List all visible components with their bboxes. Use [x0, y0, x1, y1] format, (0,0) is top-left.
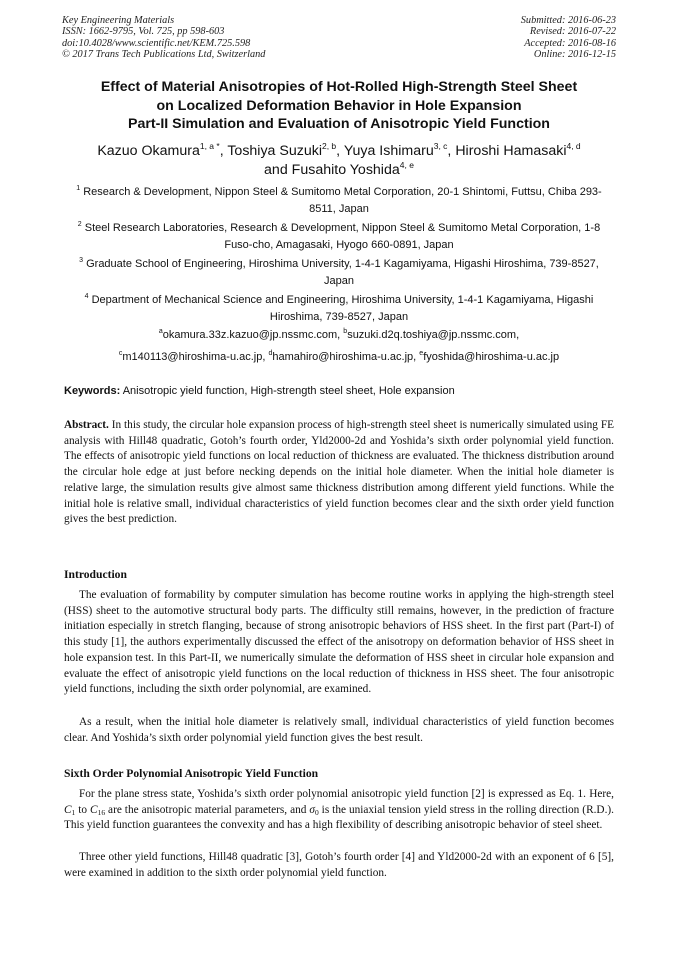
affiliation-text: Department of Mechanical Science and Engineering, Hiroshima University, 1-4-1 Kagamiyama, Higashi Hiroshima, 739-8527, Japan: [91, 294, 594, 323]
affiliation-number: 4: [84, 293, 89, 300]
journal-copyright: © 2017 Trans Tech Publications Ltd, Switzerland: [62, 49, 266, 61]
email-mark: c: [118, 350, 123, 357]
history-dates: [521, 15, 616, 61]
author-affil-mark: 4, e: [399, 160, 414, 170]
keywords-text: Anisotropic yield function, High-strength steel sheet, Hole expansion: [122, 385, 455, 397]
paragraph: The evaluation of formability by computer simulation has become routine works in applying the high-strength steel (HSS) sheet to the automotive structural body parts. The difficulty still remains, however, in the prediction of fracture initiation especially in stretch flanging, because of strong anisotropic behaviors of HSS sheet. In the first part (Part-I) of this study [1], the authors experimentally discussed the effect of the anisotropy on deformation behavior of HSS sheet in hole expansion test. In this Part-II, we numerically simulate the deformation of HSS sheet in circular hole expansion and evaluate the effect of anisotropic yield functions on the local reduction of thickness in HSS sheet. The four anisotropic yield functions, including the sixth order polynomial, are examined.: [64, 589, 614, 696]
author-and: and: [264, 162, 288, 178]
abstract-text: In this study, the circular hole expansion process of high-strength steel sheet is numerically simulated using FE analysis with Hill48 quadratic, Gotoh’s fourth order, Yld2000-2d and Yoshida’s sixth order polynomial yield function. The effects of anisotropic yield functions on local reduction of thickness are evaluated. The thickness distribution around the circular hole edge at just before necking depends on the initial hole diameter. When the initial hole diameter is relative large, the simulation results give almost same thickness distribution among different yield functions. While the initial hole is relative small, individual characteristics of yield function becomes clear and the sixth order yield function gives the best prediction.: [64, 419, 614, 526]
symbol-c: C: [64, 803, 72, 816]
journal-name: Key Engineering Materials: [62, 15, 175, 26]
title-line-3: Part-II Simulation and Evaluation of Anisotropic Yield Function: [128, 116, 550, 132]
abstract-label: Abstract.: [64, 419, 109, 431]
affiliation: [70, 184, 608, 217]
email-address[interactable]: m140113@hiroshima-u.ac.jp,: [122, 351, 266, 363]
title-line-2: on Localized Deformation Behavior in Hole Expansion: [156, 97, 522, 114]
author-name: Kazuo Okamura: [97, 143, 200, 159]
email-address[interactable]: fyoshida@hiroshima-u.ac.jp: [423, 351, 560, 363]
author-name: Toshiya Suzuki: [227, 143, 322, 159]
email-address[interactable]: suzuki.d2q.toshiya@jp.nssmc.com,: [347, 329, 520, 341]
paragraph: As a result, when the initial hole diameter is relatively small, individual characteristics of yield function becomes clear. And Yoshida’s sixth order polynomial yield function gives the best result.: [64, 716, 614, 744]
affiliation-text: Graduate School of Engineering, Hiroshima University, 1-4-1 Kagamiyama, Higashi Hiroshima, 739-8527, Japan: [86, 258, 599, 287]
author-name: Fusahito Yoshida: [291, 162, 400, 178]
affiliation-text: Research & Development, Nippon Steel & Sumitomo Metal Corporation, 20-1 Shintomi, Futtsu, Chiba 293-8511, Japan: [83, 186, 602, 215]
abstract: [64, 418, 614, 528]
author-affil-mark: 3, c: [433, 141, 448, 151]
journal-issn: ISSN: 1662-9795, Vol. 725, pp 598-603: [62, 26, 225, 38]
affiliation: [70, 220, 608, 253]
email-line: [40, 327, 638, 344]
journal-info: [62, 15, 265, 61]
author-affil-mark: 4, d: [566, 141, 581, 151]
affiliation-text: Steel Research Laboratories, Research & Development, Nippon Steel & Sumitomo Metal Corporation, 1-8 Fuso-cho, Amagasaki, Hyogo 660-0891, Japan: [84, 222, 601, 251]
author-name: Hiroshi Hamasaki: [455, 143, 567, 159]
title-line-1: Effect of Material Anisotropies of Hot-Rolled High-Strength Steel Sheet: [100, 79, 578, 95]
author-affil-mark: 2, b: [321, 141, 337, 151]
affiliation-number: 3: [79, 257, 84, 264]
affiliation-number: 1: [76, 185, 81, 192]
symbol-sigma: σ: [309, 803, 315, 816]
author-affil-mark: 1, a *: [199, 141, 220, 151]
paper-title: [40, 78, 638, 134]
section-heading: Sixth Order Polynomial Anisotropic Yield Function: [64, 767, 319, 780]
date-revised: Revised: 2016-07-22: [529, 26, 616, 38]
author-name: Yuya Ishimaru: [343, 143, 434, 159]
journal-doi[interactable]: doi:10.4028/www.scientific.net/KEM.725.598: [62, 37, 251, 49]
keywords-label: Keywords:: [64, 385, 121, 397]
paragraph: Three other yield functions, Hill48 quadratic [3], Gotoh’s fourth order [4] and Yld2000-2d with an exponent of 6 [5], were examined in addition to the sixth order polynomial yield function.: [64, 851, 614, 879]
paragraph: For the plane stress state, Yoshida’s sixth order polynomial anisotropic yield function [2] is expressed as Eq. 1. Here, $C_1$ to $C_{16}$ are the anisotropic material parameters, and $\sigma_0$ is the uniaxial tension yield stress in the rolling direction (R.D.). This yield function guarantees the convexity and has a high flexibility of describing anisotropic behavior of steel sheet.: [64, 788, 614, 832]
email-mark: e: [419, 350, 424, 357]
email-address[interactable]: hamahiro@hiroshima-u.ac.jp,: [272, 351, 417, 363]
date-accepted: Accepted: 2016-08-16: [524, 37, 616, 49]
keywords: [64, 383, 624, 399]
date-online: Online: 2016-12-15: [533, 49, 616, 61]
symbol-c: C: [90, 803, 98, 816]
author-list: Kazuo Okamura$^{1, a *}$, Toshiya Suzuki$^{2, b}$, Yuya Ishimaru$^{3, c}$, Hiroshi Hamasaki$^{4, d}$ and Fusahito Yoshida$^{4, e}$: [97, 141, 581, 178]
email-mark: a: [158, 328, 163, 335]
affiliation: [70, 292, 608, 325]
section-heading: Introduction: [64, 568, 127, 581]
email-mark: d: [268, 350, 273, 357]
affiliation-number: 2: [77, 221, 82, 228]
affiliation: [70, 256, 608, 289]
email-line: [40, 349, 638, 366]
date-submitted: Submitted: 2016-06-23: [520, 15, 616, 26]
email-address[interactable]: okamura.33z.kazuo@jp.nssmc.com,: [162, 329, 341, 341]
email-mark: b: [343, 328, 348, 335]
